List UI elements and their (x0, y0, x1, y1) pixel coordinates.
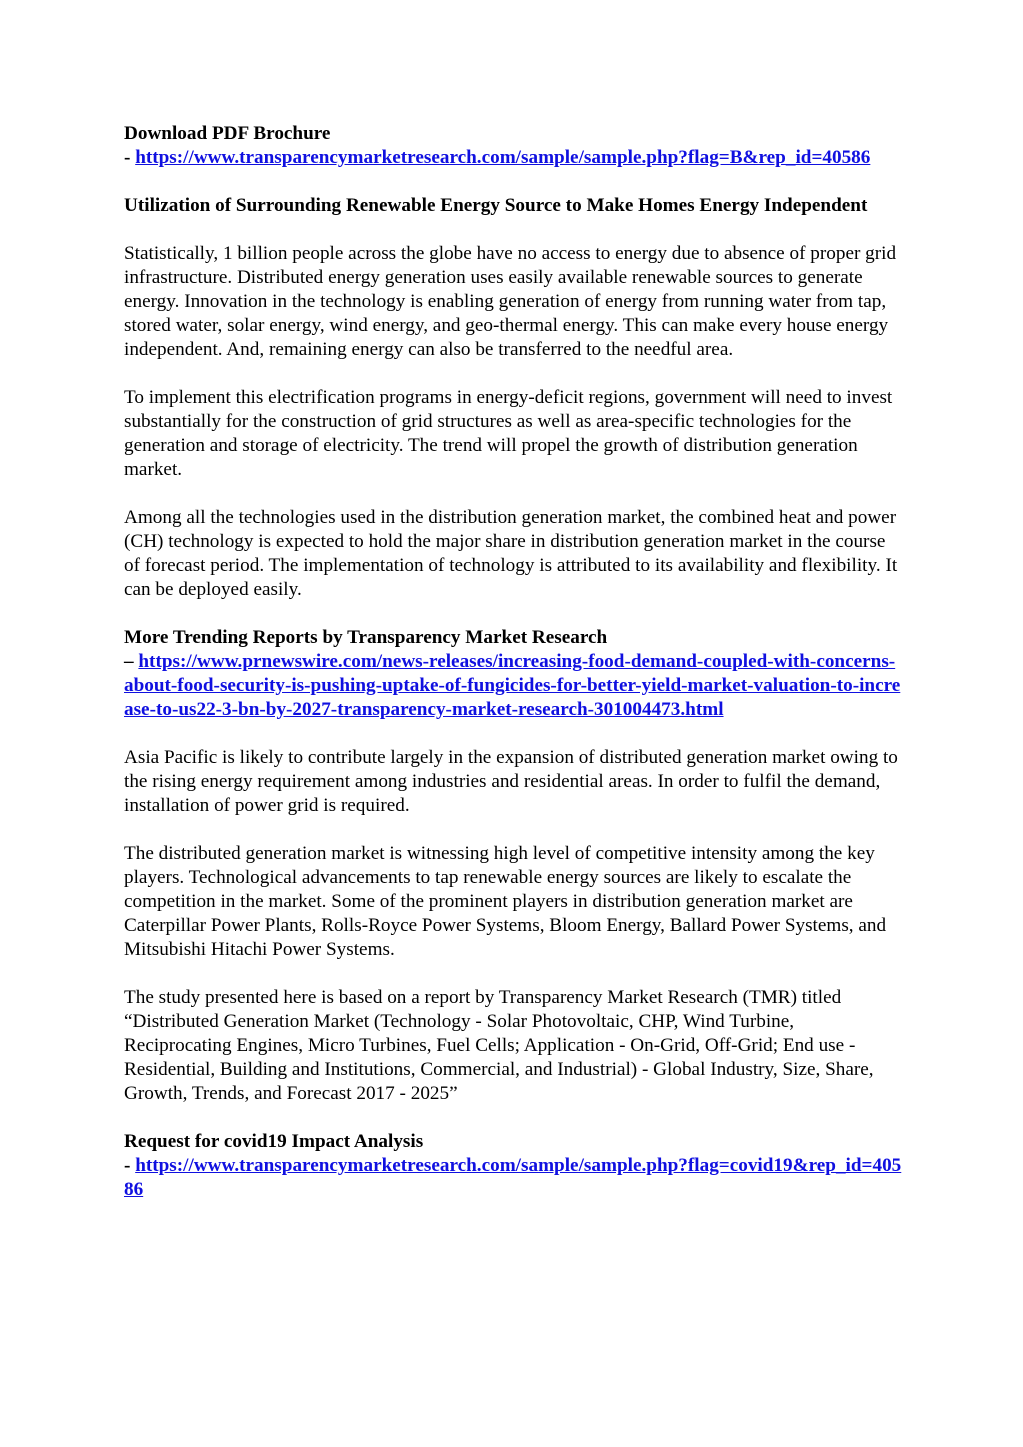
brochure-heading: Download PDF Brochure (124, 123, 331, 144)
paragraph-study: The study presented here is based on a report by Transparency Market Research (TMR) titled “Distributed Generation Market (Technology - Solar Photovoltaic, CHP, Wind Turbine, Reciprocating Engines, Micro Turbines, Fuel Cells; Application - On-Grid, Off-Grid; End use - Residential, Building and Institutions, Commercial, and Industrial) - Global Industry, Size, Share, Growth, Trends, and Forecast 2017 - 2025” (124, 987, 874, 1104)
renewable-heading: Utilization of Surrounding Renewable Energy Source to Make Homes Energy Independent (124, 195, 868, 216)
trending-link[interactable]: https://www.prnewswire.com/news-releases/increasing-food-demand-coupled-with-concerns-about-food-security-is-pushing-uptake-of-fungicides-for-better-yield-market-valuation-to-increase-to-us22-3-bn-by-2027-transparency-market-research-301004473.html (124, 651, 901, 720)
trending-section (124, 626, 902, 722)
section-heading-renewable (124, 194, 902, 218)
covid-link[interactable]: https://www.transparencymarketresearch.com/sample/sample.php?flag=covid19&rep_id=40586 (124, 1155, 902, 1200)
brochure-link-prefix: - (124, 147, 136, 168)
covid-section (124, 1130, 902, 1202)
trending-heading: More Trending Reports by Transparency Market Research (124, 627, 608, 648)
brochure-link[interactable]: https://www.transparencymarketresearch.com/sample/sample.php?flag=B&rep_id=40586 (135, 147, 871, 168)
paragraph-technologies: Among all the technologies used in the distribution generation market, the combined heat and power (CH) technology is expected to hold the major share in distribution generation market in the course of forecast period. The implementation of technology is attributed to its availability and flexibility. It can be deployed easily. (124, 507, 898, 600)
covid-link-prefix: - (124, 1155, 136, 1176)
covid-link-line (124, 1154, 902, 1202)
brochure-section (124, 122, 902, 170)
paragraph-asia-pacific: Asia Pacific is likely to contribute largely in the expansion of distributed generation market owing to the rising energy requirement among industries and residential areas. In order to fulfil the demand, installation of power grid is required. (124, 747, 898, 816)
paragraph-electrification: To implement this electrification programs in energy-deficit regions, government will need to invest substantially for the construction of grid structures as well as area-specific technologies for the generation and storage of electricity. The trend will propel the growth of distribution generation market. (124, 387, 893, 480)
paragraph-access: Statistically, 1 billion people across the globe have no access to energy due to absence of proper grid infrastructure. Distributed energy generation uses easily available renewable sources to generate energy. Innovation in the technology is enabling generation of energy from running water from tap, stored water, solar energy, wind energy, and geo-thermal energy. This can make every house energy independent. And, remaining energy can also be transferred to the needful area. (124, 243, 897, 360)
trending-link-line (124, 650, 902, 722)
document-body (124, 122, 902, 1226)
covid-heading: Request for covid19 Impact Analysis (124, 1131, 424, 1152)
paragraph-competition: The distributed generation market is witnessing high level of competitive intensity among the key players. Technological advancements to tap renewable energy sources are likely to escalate the competition in the market. Some of the prominent players in distribution generation market are Caterpillar Power Plants, Rolls-Royce Power Systems, Bloom Energy, Ballard Power Systems, and Mitsubishi Hitachi Power Systems. (124, 843, 887, 960)
brochure-link-line (124, 146, 902, 170)
trending-link-prefix: – (124, 651, 139, 672)
